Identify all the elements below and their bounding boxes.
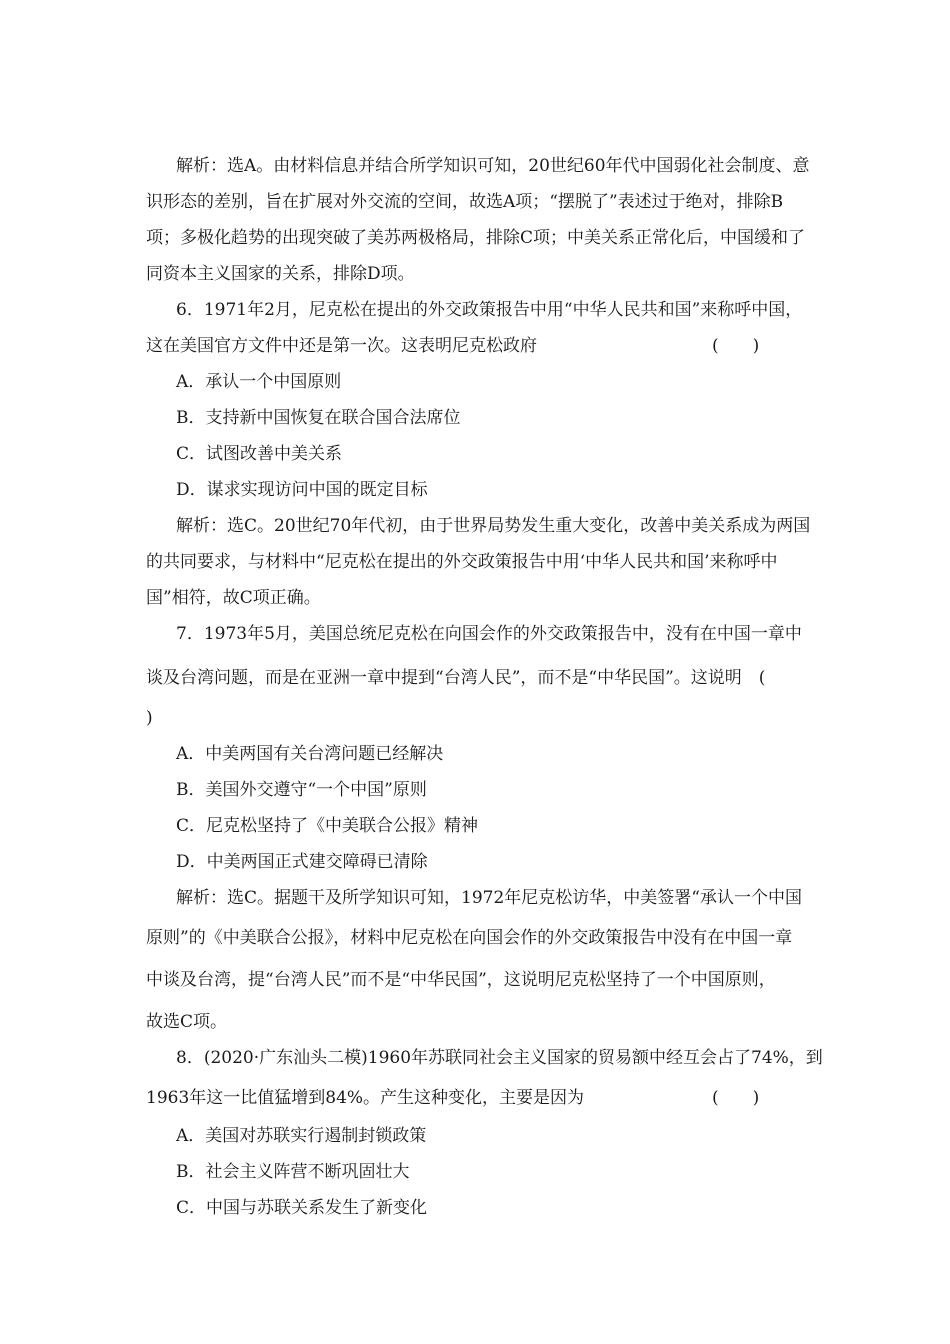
q5-analysis-line: 解析：选A。由材料信息并结合所学知识可知，20世纪60年代中国弱化社会制度、意 [176, 156, 810, 176]
q6-stem-line: 这在美国官方文件中还是第一次。这表明尼克松政府 [146, 336, 537, 356]
q7-analysis-line: 解析：选C。据题干及所学知识可知，1972年尼克松访华，中美签署“承认一个中国 [176, 888, 802, 908]
q6-analysis-line: 的共同要求，与材料中“尼克松在提出的外交政策报告中用‘中华人民共和国’来称呼中 [146, 552, 778, 572]
q7-analysis-line: 原则”的《中美联合公报》，材料中尼克松在向国会作的外交政策报告中没有在中国一章 [146, 928, 793, 948]
q5-analysis-line: 同资本主义国家的关系，排除D项。 [146, 264, 415, 284]
q6-answer-bracket: ( ) [712, 336, 760, 356]
q6-option-d: D．谋求实现访问中国的既定目标 [176, 480, 428, 500]
q8-stem-line: 8．(2020·广东汕头二模)1960年苏联同社会主义国家的贸易额中经互会占了74%，到 [176, 1048, 823, 1068]
q8-answer-bracket: ( ) [712, 1088, 760, 1108]
q6-option-c: C．试图改善中美关系 [176, 444, 343, 464]
q8-stem-line: 1963年这一比值猛增到84%。产生这种变化，主要是因为 [146, 1088, 585, 1108]
q6-analysis-line: 解析：选C。20世纪70年代初，由于世界局势发生重大变化，改善中美关系成为两国 [176, 516, 811, 536]
q7-option-b: B．美国外交遵守“一个中国”原则 [176, 780, 427, 800]
q5-analysis-line: 项；多极化趋势的出现突破了美苏两极格局，排除C项；中美关系正常化后，中国缓和了 [146, 228, 806, 248]
q6-option-b: B．支持新中国恢复在联合国合法席位 [176, 408, 461, 428]
q7-option-d: D．中美两国正式建交障碍已清除 [176, 852, 428, 872]
q6-stem-line: 6．1971年2月，尼克松在提出的外交政策报告中用“中华人民共和国”来称呼中国， [176, 300, 803, 320]
q8-option-a: A．美国对苏联实行遏制封锁政策 [176, 1126, 427, 1146]
q7-option-c: C．尼克松坚持了《中美联合公报》精神 [176, 816, 479, 836]
q6-option-a: A．承认一个中国原则 [176, 372, 342, 392]
q8-option-b: B．社会主义阵营不断巩固壮大 [176, 1162, 410, 1182]
q6-analysis-line: 国”相符，故C项正确。 [146, 588, 321, 608]
q7-analysis-line: 故选C项。 [146, 1012, 228, 1032]
q7-stem-line: 7．1973年5月，美国总统尼克松在向国会作的外交政策报告中，没有在中国一章中 [176, 624, 802, 644]
q7-analysis-line: 中谈及台湾，提“台湾人民”而不是“中华民国”，这说明尼克松坚持了一个中国原则， [146, 970, 776, 990]
q5-analysis-line: 识形态的差别，旨在扩展对外交流的空间，故选A项；“摆脱了”表述过于绝对，排除B [146, 192, 784, 212]
q7-stem-line: ) [146, 708, 153, 728]
q7-stem-line: 谈及台湾问题，而是在亚洲一章中提到“台湾人民”，而不是“中华民国”。这说明 ( [146, 668, 766, 688]
q8-option-c: C．中国与苏联关系发生了新变化 [176, 1198, 428, 1218]
q7-option-a: A．中美两国有关台湾问题已经解决 [176, 744, 444, 764]
